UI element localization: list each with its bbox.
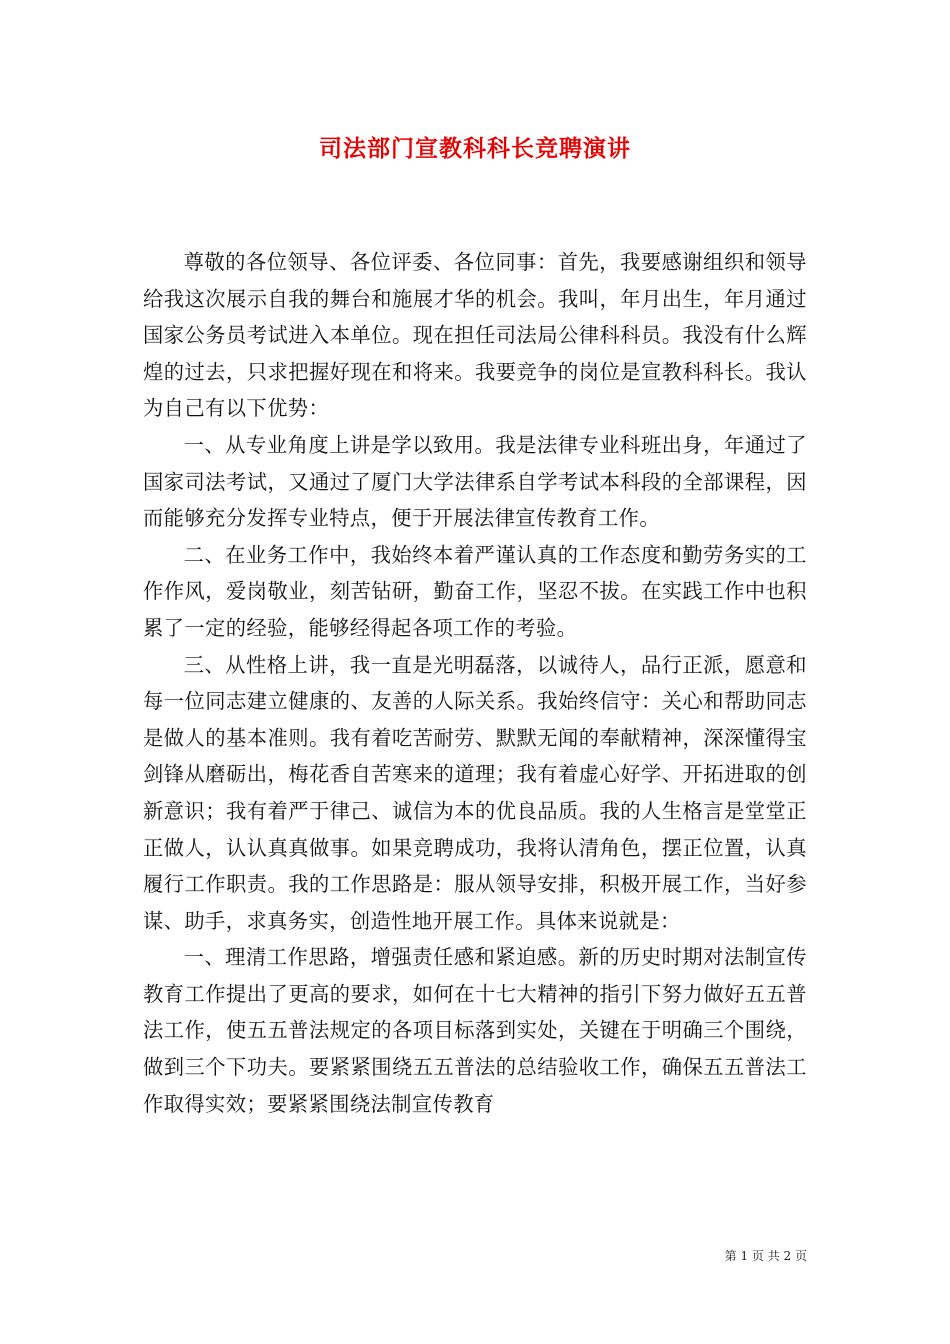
paragraph-advantage-3: 三、从性格上讲，我一直是光明磊落，以诚待人，品行正派，愿意和每一位同志建立健康的、友善的人际关系。我始终信守：关心和帮助同志是做人的基本准则。我有着吃苦耐劳、默默无闻的奉献精神，深深懂得宝剑锋从磨砺出，梅花香自苦寒来的道理；我有着虚心好学、开拓进取的创新意识；我有着严于律己、诚信为本的优良品质。我的人生格言是堂堂正正做人，认认真真做事。如果竞聘成功，我将认清角色，摆正位置，认真履行工作职责。我的工作思路是：服从领导安排，积极开展工作，当好参谋、助手，求真务实，创造性地开展工作。具体来说就是： [143,652,807,933]
page-number: 第 1 页 共 2 页 [724,1249,807,1263]
document-title: 司法部门宣教科科长竞聘演讲 [319,135,631,162]
paragraph-greeting: 尊敬的各位领导、各位评委、各位同事：首先，我要感谢组织和领导给我这次展示自我的舞台和施展才华的机会。我叫，年月出生，年月通过国家公务员考试进入本单位。现在担任司法局公律科科员。我没有什么辉煌的过去，只求把握好现在和将来。我要竞争的岗位是宣教科科长。我认为自己有以下优势： [143,250,807,421]
document-body [143,244,807,1122]
paragraph-plan-1: 一、理清工作思路，增强责任感和紧迫感。新的历史时期对法制宣传教育工作提出了更高的要求，如何在十七大精神的指引下努力做好五五普法工作，使五五普法规定的各项目标落到实处，关键在于明确三个围绕，做到三个下功夫。要紧紧围绕五五普法的总结验收工作，确保五五普法工作取得实效；要紧紧围绕法制宣传教育 [143,945,807,1116]
paragraph-advantage-2: 二、在业务工作中，我始终本着严谨认真的工作态度和勤劳务实的工作作风，爱岗敬业，刻苦钻研，勤奋工作，坚忍不拔。在实践工作中也积累了一定的经验，能够经得起各项工作的考验。 [143,542,807,640]
paragraph-advantage-1: 一、从专业角度上讲是学以致用。我是法律专业科班出身，年通过了国家司法考试，又通过了厦门大学法律系自学考试本科段的全部课程，因而能够充分发挥专业特点，便于开展法律宣传教育工作。 [143,432,807,531]
